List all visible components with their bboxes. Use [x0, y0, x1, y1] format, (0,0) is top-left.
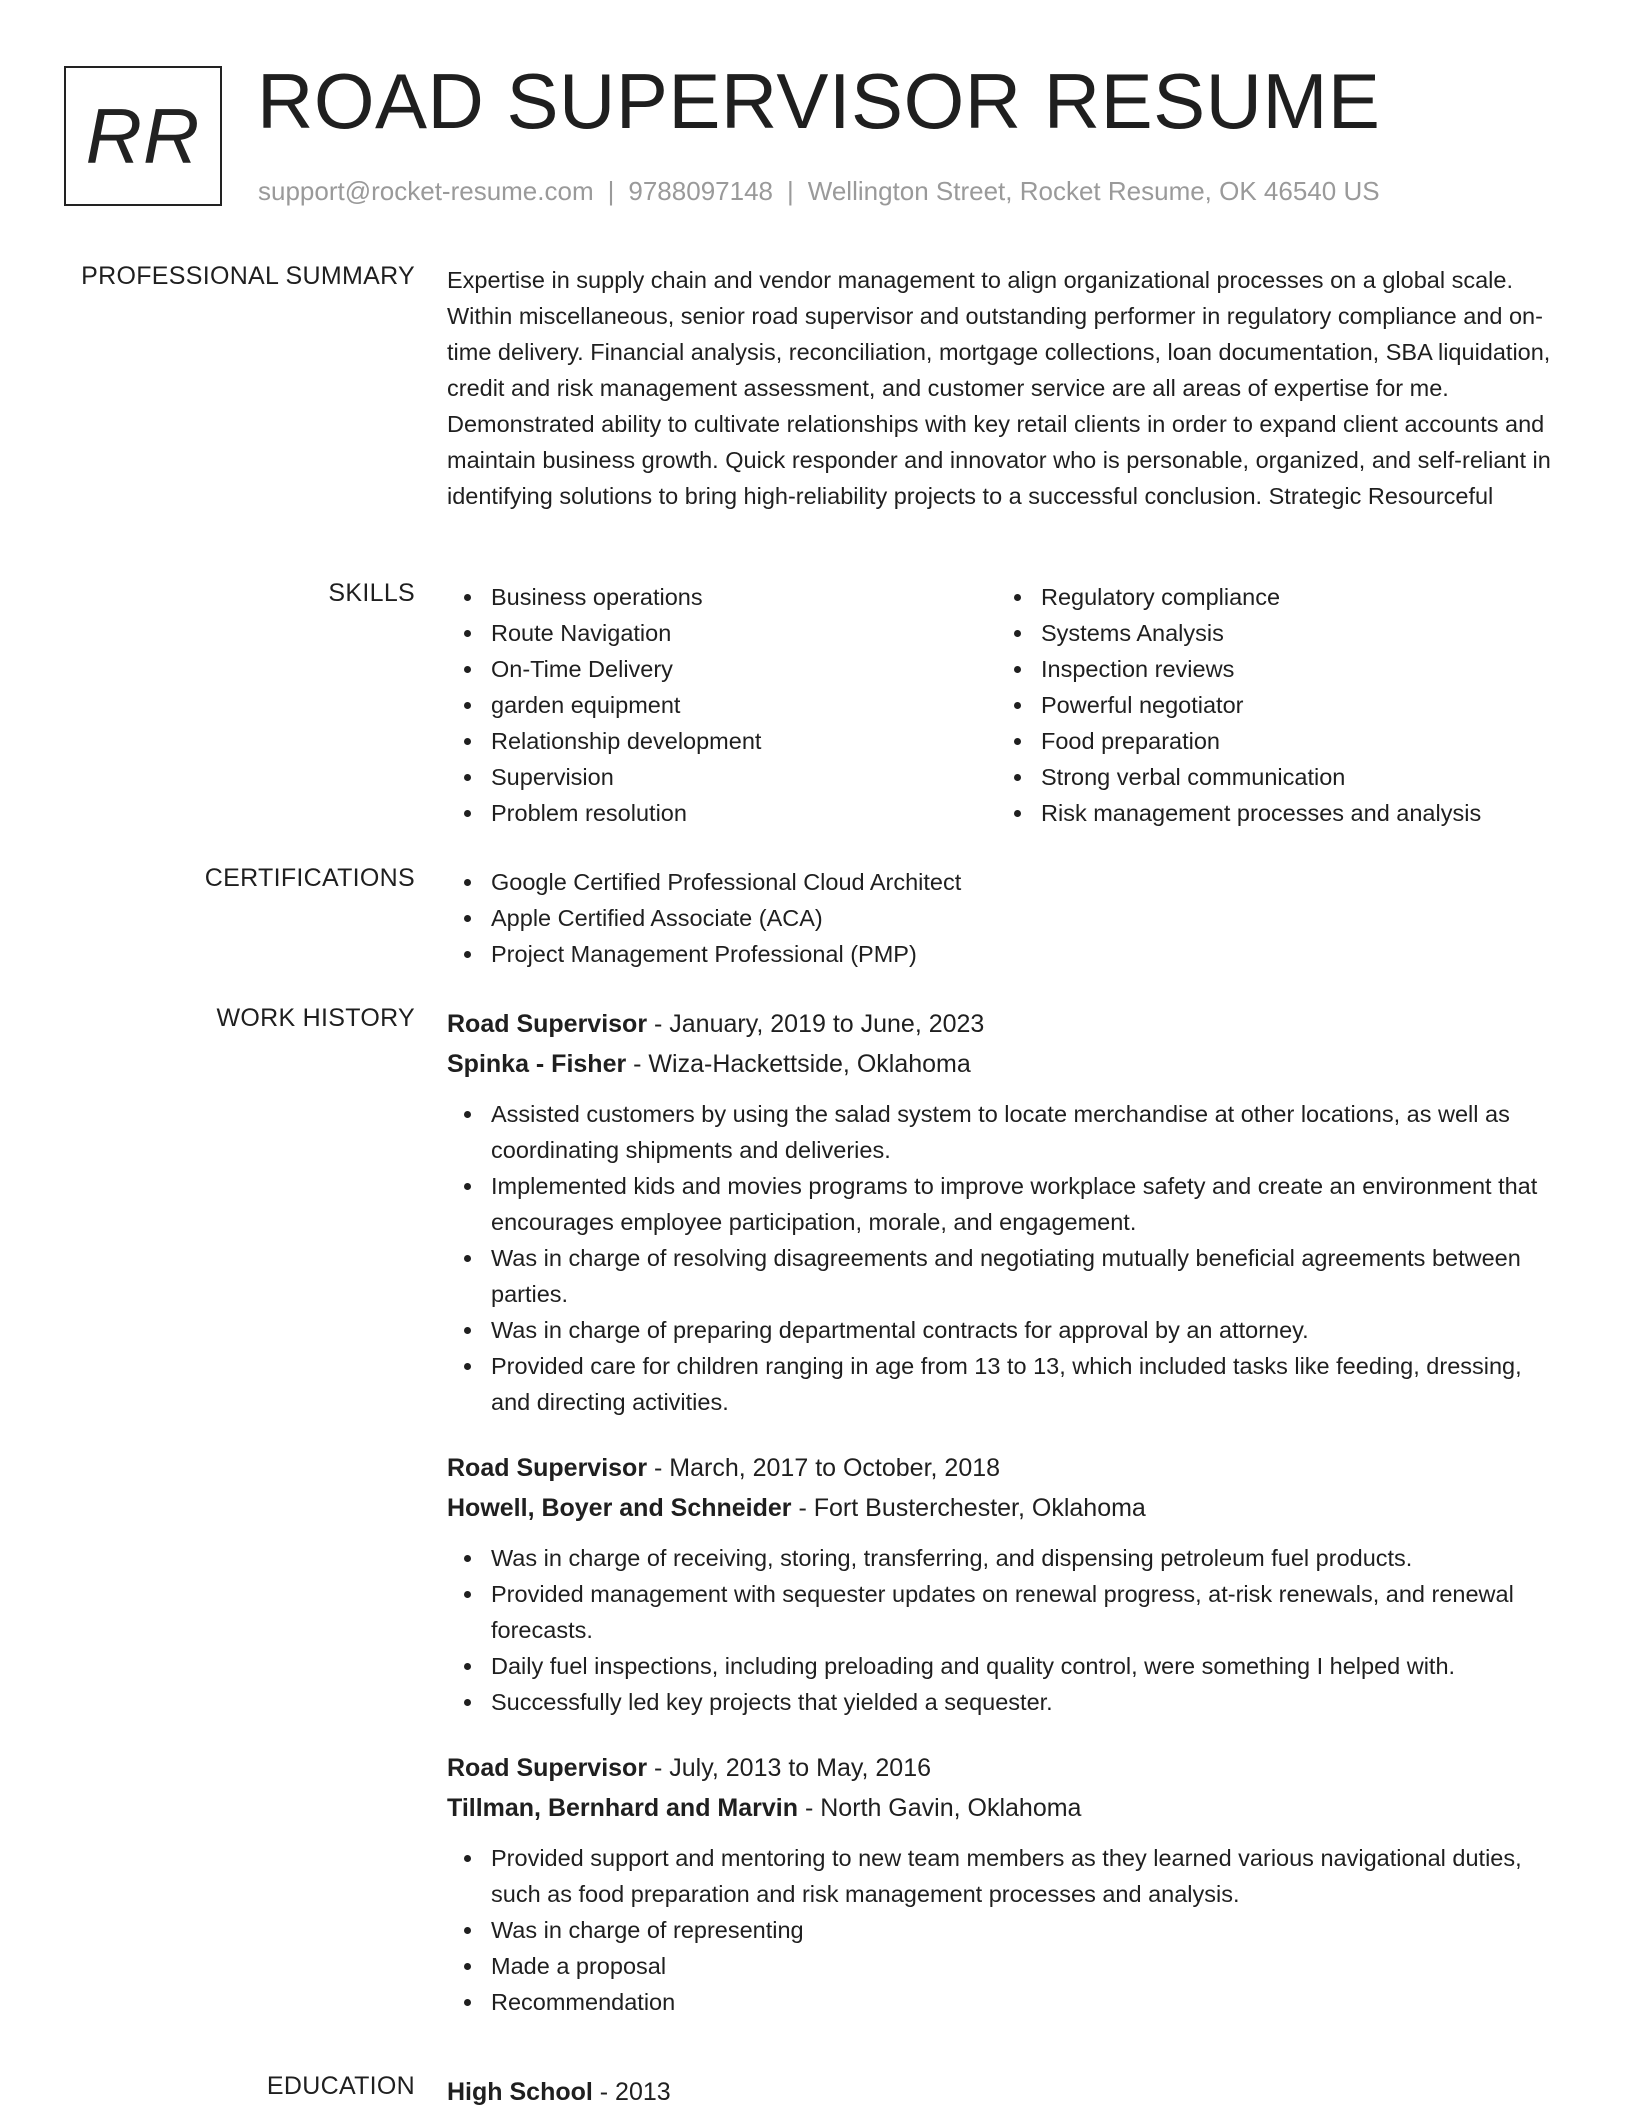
skills-column-left [447, 579, 997, 831]
job-bullet: Was in charge of receiving, storing, transferring, and dispensing petroleum fuel products. [447, 1540, 1567, 1576]
skill-item: Business operations [447, 579, 997, 615]
skills-list-left [447, 579, 997, 831]
contact-separator: | [607, 176, 615, 206]
education-body [447, 2072, 1567, 2112]
skills-label: SKILLS [328, 579, 415, 607]
work-history-body [447, 1004, 1567, 2020]
job-company: Howell, Boyer and Schneider [447, 1494, 792, 1522]
contact-separator: | [787, 176, 794, 206]
job-bullet: Provided support and mentoring to new team members as they learned various navigational duties, such as food preparation and risk management processes and analysis. [447, 1840, 1567, 1912]
job-bullets [447, 1540, 1567, 1720]
skill-item: Risk management processes and analysis [997, 795, 1547, 831]
job-location: - Fort Busterchester, Oklahoma [791, 1494, 1146, 1522]
contact-address: Wellington Street, Rocket Resume, OK 46540 US [807, 176, 1380, 206]
monogram-initials: RR [85, 91, 201, 180]
skill-item: Systems Analysis [997, 615, 1547, 651]
education-label: EDUCATION [266, 2072, 415, 2100]
contact-phone[interactable]: 9788097148 [628, 176, 773, 206]
summary-text: Expertise in supply chain and vendor management to align organizational processes on a global scale. Within miscellaneous, senior road supervisor and outstanding performer in regulatory compliance and on-time delivery. Financial analysis, reconciliation, mortgage collections, loan documentation, SBA liquidation, credit and risk management assessment, and customer service are all areas of expertise for me. Demonstrated ability to cultivate relationships with key retail clients in order to expand client accounts and maintain business growth. Quick responder and innovator who is personable, organized, and self-reliant in identifying solutions to bring high-reliability projects to a successful conclusion. Strategic Resourceful [447, 267, 1551, 509]
certification-item: Project Management Professional (PMP) [447, 936, 1567, 972]
skill-item: Problem resolution [447, 795, 997, 831]
job-title-line [447, 1004, 1567, 1044]
job-company-line [447, 1788, 1567, 1828]
skill-item: Relationship development [447, 723, 997, 759]
job-bullets [447, 1096, 1567, 1420]
skill-item: Supervision [447, 759, 997, 795]
job-company: Spinka - Fisher [447, 1050, 627, 1078]
job-bullet: Daily fuel inspections, including preloading and quality control, were something I helped with. [447, 1648, 1567, 1684]
certification-item: Google Certified Professional Cloud Architect [447, 864, 1567, 900]
job-company-line [447, 1488, 1567, 1528]
job-bullet: Was in charge of representing [447, 1912, 1567, 1948]
job-title-line [447, 1448, 1567, 1488]
education-line [447, 2072, 1567, 2112]
skill-item: Regulatory compliance [997, 579, 1547, 615]
job-company-line [447, 1044, 1567, 1084]
skills-list-right [997, 579, 1547, 831]
job-dates: - March, 2017 to October, 2018 [647, 1454, 1001, 1482]
education-degree: High School [447, 2078, 593, 2106]
job-bullet: Successfully led key projects that yielded a sequester. [447, 1684, 1567, 1720]
skills-column-right [997, 579, 1547, 831]
job-bullet: Recommendation [447, 1984, 1567, 2020]
resume-title: ROAD SUPERVISOR RESUME [257, 57, 1381, 145]
monogram-logo [64, 66, 222, 206]
summary-body [447, 262, 1567, 514]
job-dates: - January, 2019 to June, 2023 [647, 1010, 985, 1038]
job-bullet: Implemented kids and movies programs to improve workplace safety and create an environment that encourages employee participation, morale, and engagement. [447, 1168, 1567, 1240]
job-bullets [447, 1840, 1567, 2020]
job-title: Road Supervisor [447, 1010, 648, 1038]
job-title: Road Supervisor [447, 1754, 648, 1782]
job-bullet: Provided care for children ranging in age from 13 to 13, which included tasks like feeding, dressing, and directing activities. [447, 1348, 1567, 1420]
summary-label: PROFESSIONAL SUMMARY [81, 262, 415, 290]
certifications-list [447, 864, 1567, 972]
job-dates: - July, 2013 to May, 2016 [647, 1754, 932, 1782]
skills-grid [447, 579, 1567, 831]
job-bullet: Provided management with sequester updates on renewal progress, at-risk renewals, and renewal forecasts. [447, 1576, 1567, 1648]
job-title-line [447, 1748, 1567, 1788]
skill-item: Strong verbal communication [997, 759, 1547, 795]
job-bullet: Was in charge of preparing departmental contracts for approval by an attorney. [447, 1312, 1567, 1348]
certification-item: Apple Certified Associate (ACA) [447, 900, 1567, 936]
job-entry [447, 1448, 1567, 1720]
skill-item: garden equipment [447, 687, 997, 723]
skill-item: Powerful negotiator [997, 687, 1547, 723]
certifications-body [447, 864, 1567, 972]
skill-item: Route Navigation [447, 615, 997, 651]
contact-email[interactable]: support@rocket-resume.com [258, 176, 594, 206]
job-location: - North Gavin, Oklahoma [798, 1794, 1082, 1822]
education-year: - 2013 [592, 2078, 671, 2106]
work-history-label: WORK HISTORY [216, 1004, 415, 1032]
skill-item: Food preparation [997, 723, 1547, 759]
skills-body [447, 579, 1567, 831]
job-entry [447, 1004, 1567, 1420]
certifications-label: CERTIFICATIONS [204, 864, 415, 892]
job-bullet: Made a proposal [447, 1948, 1567, 1984]
job-bullet: Assisted customers by using the salad system to locate merchandise at other locations, as well as coordinating shipments and deliveries. [447, 1096, 1567, 1168]
job-location: - Wiza-Hackettside, Oklahoma [626, 1050, 971, 1078]
job-company: Tillman, Bernhard and Marvin [447, 1794, 799, 1822]
job-bullet: Was in charge of resolving disagreements and negotiating mutually beneficial agreements between parties. [447, 1240, 1567, 1312]
contact-line [258, 176, 1380, 207]
job-title: Road Supervisor [447, 1454, 648, 1482]
skill-item: On-Time Delivery [447, 651, 997, 687]
job-entry [447, 1748, 1567, 2020]
skill-item: Inspection reviews [997, 651, 1547, 687]
